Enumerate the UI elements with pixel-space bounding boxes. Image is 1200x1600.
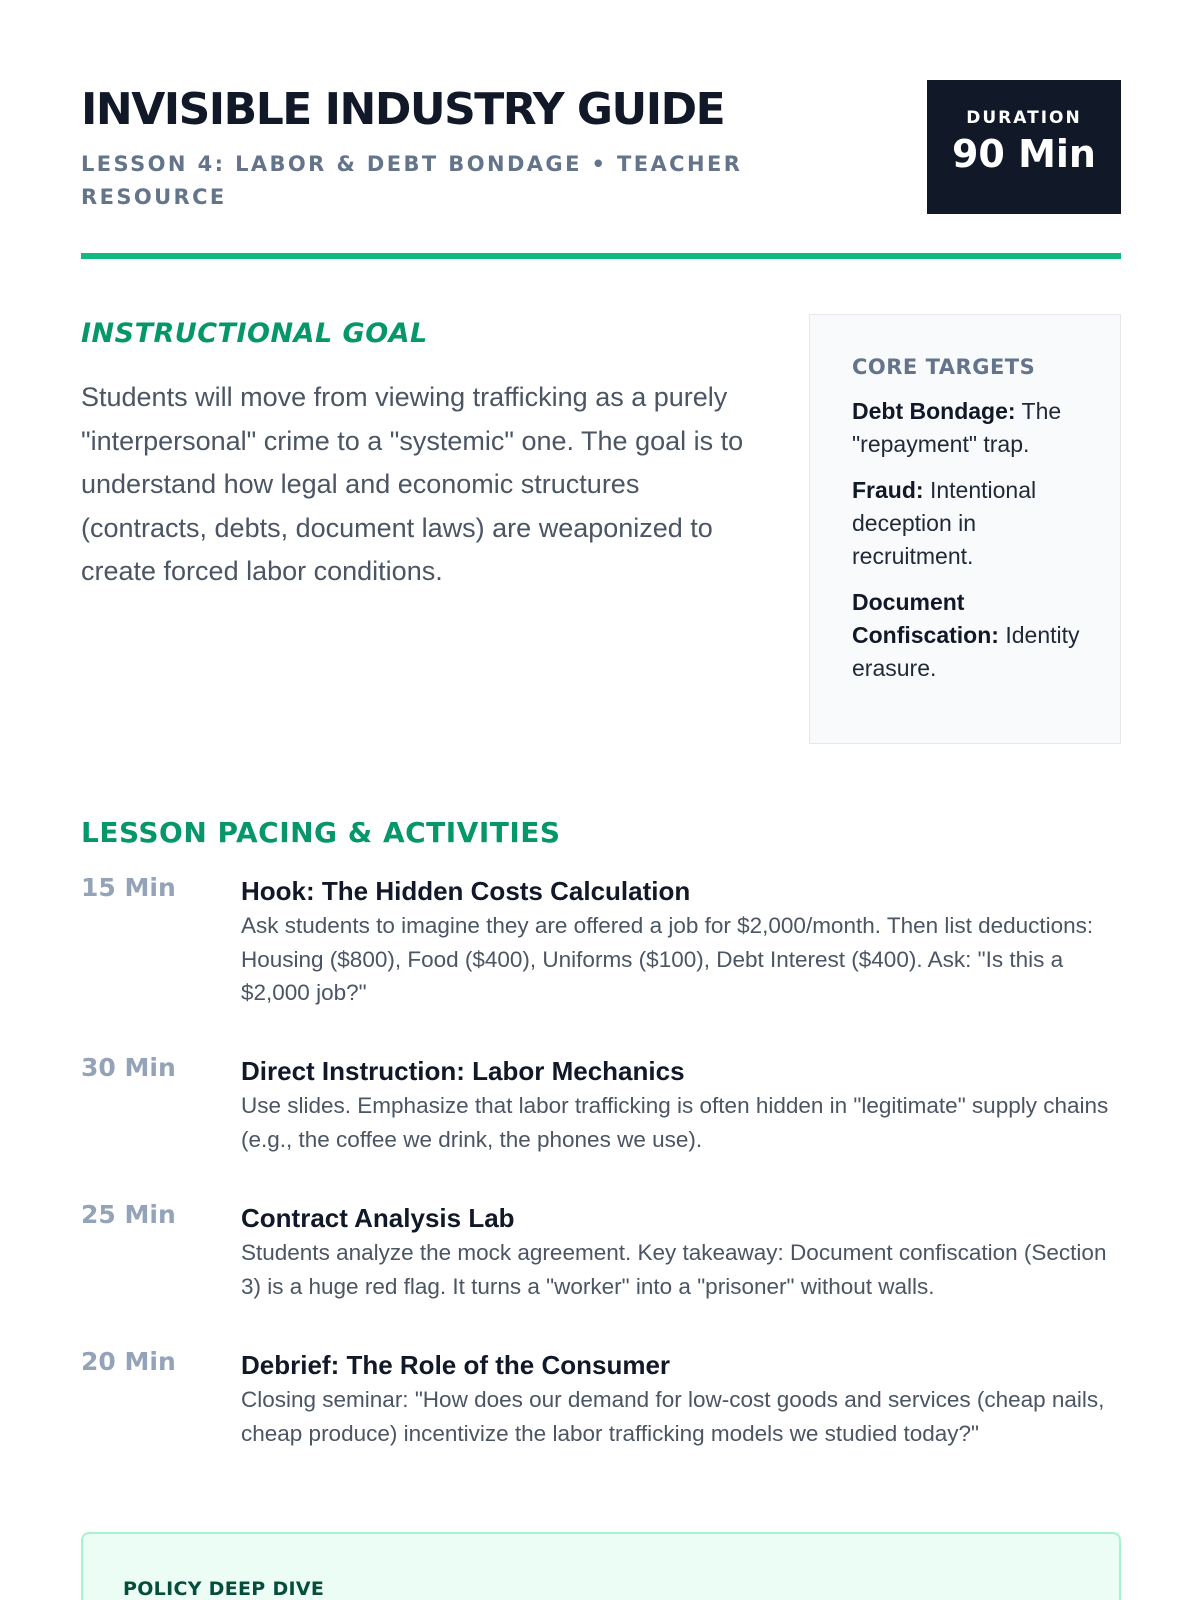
duration-label: DURATION xyxy=(966,108,1082,128)
policy-deep-dive-box xyxy=(81,1532,1121,1600)
activity-description: Students analyze the mock agreement. Key takeaway: Document confiscation (Section 3) is a huge red flag. It turns a "worker" into a "prisoner" without walls. xyxy=(241,1240,1107,1299)
duration-value: 90 Min xyxy=(951,132,1096,176)
core-target-term: Debt Bondage: xyxy=(852,398,1016,424)
activity-title: Direct Instruction: Labor Mechanics xyxy=(241,1056,685,1086)
core-targets-panel xyxy=(809,314,1121,744)
activity-title: Contract Analysis Lab xyxy=(241,1203,515,1233)
activity-description: Closing seminar: "How does our demand for low-cost goods and services (cheap nails, cheap produce) incentivize the labor trafficking models we studied today?" xyxy=(241,1387,1105,1446)
activity-body xyxy=(241,873,1121,1010)
activity-body xyxy=(241,1053,1121,1156)
header xyxy=(81,80,1121,260)
activity-description: Use slides. Emphasize that labor trafficking is often hidden in "legitimate" supply chains (e.g., the coffee we drink, the phones we use). xyxy=(241,1093,1109,1152)
goal-heading: INSTRUCTIONAL GOAL xyxy=(81,318,428,349)
duration-badge xyxy=(927,80,1121,214)
activity-description: Ask students to imagine they are offered a job for $2,000/month. Then list deductions: Housing ($800), Food ($400), Uniforms ($100), Debt Interest ($400). Ask: "Is this a $2,000 job?" xyxy=(241,913,1094,1005)
core-target-desc: The "repayment" trap. xyxy=(852,398,1062,457)
core-target-item xyxy=(852,395,1100,461)
policy-deep-dive-label: POLICY DEEP DIVE xyxy=(123,1578,325,1600)
pacing-heading: LESSON PACING & ACTIVITIES xyxy=(81,816,561,849)
page-subtitle: LESSON 4: LABOR & DEBT BONDAGE • TEACHER RESOURCE xyxy=(81,152,743,209)
goal-text: Students will move from viewing trafficking as a purely "interpersonal" crime to a "systemic" one. The goal is to understand how legal and economic structures (contracts, debts, document laws) are weaponized to create forced labor conditions. xyxy=(81,382,744,586)
core-target-item xyxy=(852,586,1100,685)
activity-body xyxy=(241,1347,1121,1450)
core-target-item xyxy=(852,474,1100,573)
activity-time: 15 Min xyxy=(81,873,176,902)
core-target-term: Fraud: xyxy=(852,477,924,503)
core-targets-heading: CORE TARGETS xyxy=(852,355,1036,379)
activity-title: Debrief: The Role of the Consumer xyxy=(241,1350,671,1380)
header-divider xyxy=(81,253,1121,259)
core-target-desc: Identity erasure. xyxy=(852,622,1080,681)
activity-title: Hook: The Hidden Costs Calculation xyxy=(241,876,691,906)
core-target-desc: Intentional deception in recruitment. xyxy=(852,477,1037,569)
activity-time: 25 Min xyxy=(81,1200,176,1229)
activity-time: 30 Min xyxy=(81,1053,176,1082)
activity-time: 20 Min xyxy=(81,1347,176,1376)
lesson-guide-page xyxy=(81,0,1121,1600)
page-title: INVISIBLE INDUSTRY GUIDE xyxy=(81,84,725,135)
core-target-term: Document Confiscation: xyxy=(852,589,999,648)
activity-body xyxy=(241,1200,1121,1303)
